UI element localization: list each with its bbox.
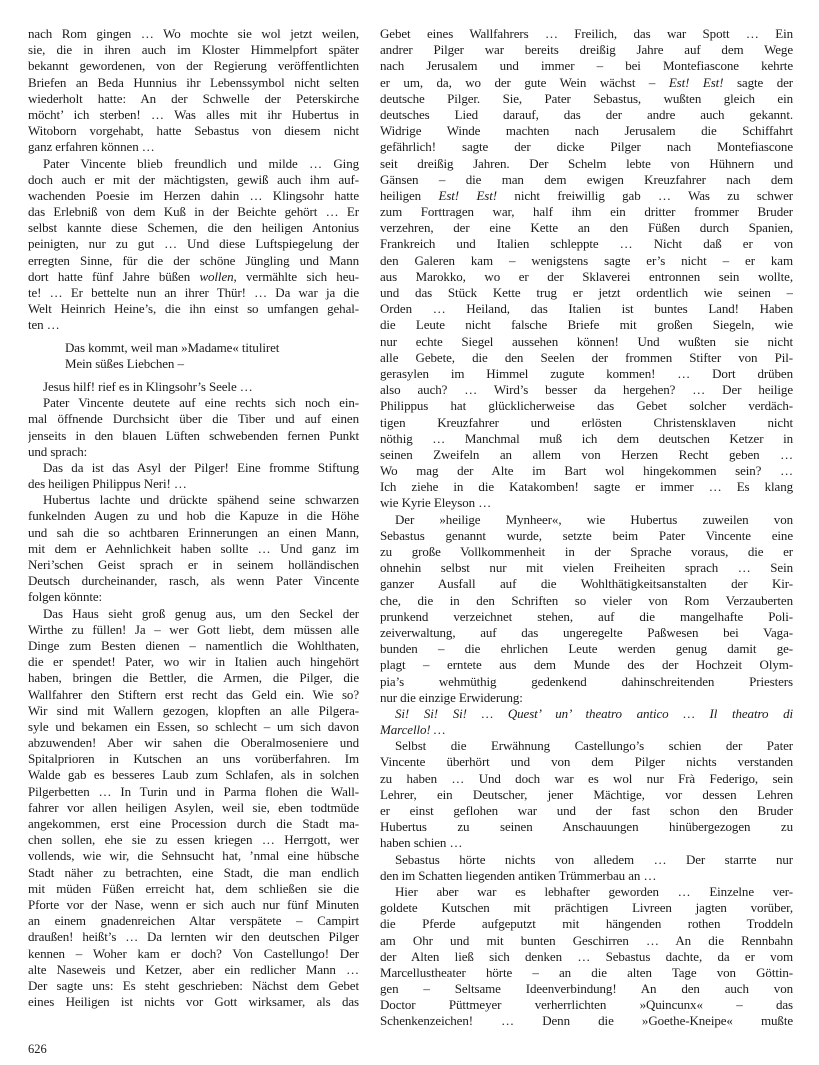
text-line: wiederholt hatte: An der Schwelle der Peterskirche [28, 90, 359, 106]
text-line: am Ohr und mit bunten Geschirren … An die Rennbahn [380, 932, 793, 948]
text-line: Neri’schen Geist sprach er in seinem holländischen [28, 557, 359, 572]
text-line: zu große Vollkommenheit in der Sprache voraus, die er [380, 544, 793, 559]
text-line: den Galeren kam – wenigstens sagte er’s nicht – er kam [380, 252, 793, 268]
text-line: alle Gebete, die den Seelen der frommen Stifter von Pil- [380, 349, 793, 365]
paragraph [28, 460, 359, 492]
paragraph [380, 738, 793, 851]
text-line: sie, die in ihren auch im Kloster Himmelpfort später [28, 42, 359, 58]
text-line: Witoborn vorgehabt, hatte Sebastus von diesem nicht [28, 123, 359, 139]
text-line: Wo mag der Alte im Bart wol hingekommen sein? … [380, 463, 793, 479]
text-line: Der »heilige Mynheer«, wie Hubertus zuweilen von [395, 511, 793, 527]
text-line: tigen Kreuzfahrer und erlösten Christensklaven nicht [380, 414, 793, 430]
text-line: Pater Vincente deutete auf eine rechts sich noch ein- [43, 395, 359, 411]
text-line: jenseits in den blauen Lüften schwebenden fernen Punkt [28, 427, 359, 443]
text-line: nur die einzige Erwiderung: [380, 689, 523, 705]
text-column-left [28, 26, 359, 1030]
text-line: Mein süßes Liebchen – [65, 355, 184, 371]
text-line: Wir sind mit Wallern gezogen, klopften an alle Pilgera- [28, 702, 359, 718]
text-line: syle und bekamen ein Essen, so schlecht – um sich davon [28, 718, 359, 734]
text-line: Briefen an Beda Hunnius ihr Lebenssymbol nicht selten [28, 74, 359, 90]
text-segment: er um, da, wo der gute Wein wächst – [380, 74, 669, 90]
verse-quote [28, 340, 359, 372]
text-line: Das Haus sieht groß genug aus, um den Seckel der [43, 605, 359, 621]
text-line: des heiligen Philippus Neri! … [28, 476, 187, 492]
text-line: möcht’ ich sterben! … Was alles mit ihr Hubertus in [28, 106, 359, 122]
text-line: und sprach: [28, 443, 88, 459]
text-segment: dort hatte fünf Jahre büßen [28, 268, 200, 284]
text-line: und das Stück Kette trug er jetzt ordentlich wie seinen – [380, 285, 793, 300]
text-line: ohnehin selbst nur mit vielen Freiheiten sprach … Sein [380, 560, 793, 576]
paragraph [28, 379, 359, 395]
text-line: eines Heiligen ist nichts vor Gott wirksamer, als das [28, 994, 359, 1010]
text-line: zu haben … Und doch war es wol nur Frà Federigo, sein [380, 770, 793, 786]
text-line: Schenkenzeichen! … Denn die »Goethe-Kneipe« mußte [380, 1013, 793, 1029]
text-line: Spitalprioren in Kutschen an uns vorüberfahren. Im [28, 751, 359, 767]
text-line: Marcello! … [380, 722, 446, 738]
text-line [380, 75, 793, 91]
text-line: den im Schatten liegenden antiken Trümmerbau an … [380, 867, 657, 883]
text-line: bekannt gewordenen, von der Regierung veröffentlichten [28, 58, 359, 74]
text-line: Welt Heinrich Heine’s, die ihn einst so umfangen gehal- [28, 301, 359, 317]
text-line: pia’s wehmüthig gedenkend dahinschreitenden Priesters [380, 673, 793, 689]
text-line: seinen Zweifeln an allem von Herzen Recht geben … [380, 446, 793, 462]
text-line: Marcellustheater hörte – an die alten Tage von Göttin- [380, 964, 793, 980]
text-line: also auch? … Wird’s besser da hergehen? … Der heilige [380, 382, 793, 398]
text-line: plagt – erntete aus dem Munde des der Hochzeit Olym- [380, 657, 793, 673]
text-line: deutsche Pilger. Sie, Pater Sebastus, wußten gleich ein [380, 90, 793, 106]
text-line: bunden – die ehrlichen Leute werden genug damit ge- [380, 641, 793, 657]
text-line [380, 188, 793, 204]
text-line: ganz erfahren können … [28, 139, 155, 155]
text-line: aus Marokko, wo er der Sklaverei entronnen sein wollte, [380, 268, 793, 284]
text-line: Das da ist das Asyl der Pilger! Eine fromme Stiftung [43, 459, 359, 475]
text-line: zeiverwaltung, auf das ungeregelte Paßwesen bei Vaga- [380, 624, 793, 640]
text-line: wachenden Poesie im Herzen dahin … Klingsohr hatte [28, 187, 359, 203]
text-segment: heiligen [380, 187, 439, 203]
text-line: Vincente überhört und von dem Pilger nichts verstanden [380, 754, 793, 770]
text-line: funkelnden Augen zu und hob die Kapuze in die Höhe [28, 508, 359, 524]
text-line: nur echte Siegel aussehen können! Und wußten sie nicht [380, 333, 793, 349]
paragraph [28, 156, 359, 334]
text-line: Hubertus zu seinen Anschauungen hinübergezogen zu [380, 819, 793, 835]
text-line: goldete Kutschen mit prächtigen Livreen jagten vorüber, [380, 900, 793, 916]
text-line: Walde gab es besseres Laub zum Schlafen, als in solchen [28, 767, 359, 783]
text-line: abzuwenden! Aber wir sahen die Oberalmoseniere und [28, 735, 359, 751]
text-line: zum Forttragen war, half ihm ein dritter frommer Bruder [380, 204, 793, 220]
text-segment: sagte der [723, 74, 793, 90]
paragraph [28, 606, 359, 1011]
paragraph [380, 884, 793, 1030]
paragraph [380, 706, 793, 738]
text-line: Der sagte uns: Es steht geschrieben: Nächst dem Gebet [28, 977, 359, 993]
text-line: peinigten, nur zu gut … Und diese Luftspiegelung der [28, 236, 359, 252]
text-line: Philippus hat glücklicherweise das Gebet solcher verdäch- [380, 398, 793, 414]
text-line: Ich ziehe in die Katakomben! sagte er immer … Es klang [380, 479, 793, 495]
text-segment: nicht freiwillig gab … Was zu schwer [497, 187, 793, 203]
text-line: angekommen, erst eine Procession durch die Stadt ma- [28, 816, 359, 831]
paragraph [380, 512, 793, 706]
text-line: gen – Seltsame Ideenverbindung! An den auch von [380, 981, 793, 997]
text-line: Selbst die Erwähnung Castellungo’s schien der Pater [395, 738, 793, 754]
text-line: verzehren, der eine Kette an den Füßen durch Spanien, [380, 220, 793, 236]
text-line: prunkend verzeichnet stehen, auf die mangelhafte Poli- [380, 608, 793, 624]
text-line: die Leute nicht falsche Briefe mit großen Siegeln, wie [380, 317, 793, 333]
text-line: Frankreich und Italien schleppte … Nicht daß er von [380, 236, 793, 252]
text-line: alte Naseweis und Ketzer, aber ein redlicher Mann … [28, 961, 359, 977]
text-line: kennen – Woher kam er doch? Von Castellungo! Der [28, 945, 359, 961]
italic-text: Est! Est! [668, 74, 724, 90]
text-line: an einem gnadenreichen Altar verspätete – Campirt [28, 913, 359, 929]
text-line: Pilgerbetten … In Turin und in Parma flohen die Wall- [28, 783, 359, 799]
text-line: gefährlich! sagte der dicke Pilger nach Montefiascone [380, 139, 793, 155]
italic-text: wollen [199, 268, 234, 284]
text-line: mal öffnende Durchsicht über die Tiber und auf einen [28, 411, 359, 427]
paragraph [380, 26, 793, 512]
text-column-right [380, 26, 793, 1030]
text-line [28, 269, 359, 285]
paragraph [28, 395, 359, 460]
text-line: mit müden Füßen erreicht hat, dem schließen sie die [28, 880, 359, 896]
text-columns [28, 26, 793, 1030]
text-line: Sebastus genannt wurde, setzte beim Pater Vincente eine [380, 527, 793, 543]
text-line: Pforte vor der Nase, wenn er sich auch nur fünf Minuten [28, 896, 359, 912]
text-line: vollends, wie wir, die Sehnsucht hat, ’nmal eine hübsche [28, 848, 359, 864]
text-line: selbst kannte diese Schemen, die den heiligen Antonius [28, 220, 359, 236]
text-line: Gänsen – die man dem ewigen Kreuzfahrer nach dem [380, 171, 793, 187]
text-line: draußen! heißt’s … Da lernten wir den deutschen Pilger [28, 929, 359, 945]
text-line: Jesus hilf! rief es in Klingsohr’s Seele … [43, 378, 253, 394]
text-line: che, die in den Schriften so vieler von Rom Verzauberten [380, 592, 793, 608]
text-line: der Alten ließ sich denken … Sebastus dachte, da er vom [380, 948, 793, 964]
text-line: die Pferde aufgeputzt mit hängenden rothen Troddeln [380, 916, 793, 932]
text-line: nach Rom gingen … Wo mochte sie wol jetzt weilen, [28, 26, 359, 41]
text-line: Doctor Püttmeyer verherrlichten »Quincunx« – das [380, 997, 793, 1013]
text-line: deutsches Lied darauf, das der andre auch gekannt. [380, 106, 793, 122]
text-line: das Erlebniß von dem Kuß in der Beichte gehört … Er [28, 204, 359, 220]
text-line: wie Kyrie Eleyson … [380, 495, 492, 511]
text-line: Wirthe zu füllen! Ja – wer Gott liebt, dem müssen alle [28, 621, 359, 637]
text-line: die er spendet! Pater, wo wir in Italien auch hingehört [28, 654, 359, 670]
text-line: Sebastus hörte nichts von alledem … Der starrte nur [395, 851, 793, 867]
text-line: Pater Vincente blieb freundlich und milde … Ging [43, 155, 359, 171]
text-line: und sah die so achtbaren Erinnerungen an einen Mann, [28, 524, 359, 540]
paragraph [28, 492, 359, 605]
text-line: nöthig … Manchmal muß ich dem deutschen Ketzer in [380, 430, 793, 446]
text-line: Si! Si! Si! … Quest’ un’ theatro antico … Il theatro di [395, 705, 793, 721]
text-line: er einst geflohen war und der fast schon den Bruder [380, 803, 793, 818]
text-line: Hubertus lachte und drückte spähend seine schwarzen [43, 492, 359, 508]
text-line: gerasylen im Himmel zugute kommen! … Dort drüben [380, 365, 793, 381]
text-line: seit dreißig Jahren. Der Schelm lebte von Hühnern und [380, 155, 793, 171]
text-line: haben schien … [380, 835, 463, 851]
text-line: Stadt näher zu betrachten, eine Stadt, die man endlich [28, 864, 359, 880]
text-line: mit dem er Aehnlichkeit haben sollte … Und ganz im [28, 540, 359, 556]
text-line: te! … Er bettelte nun an ihrer Thür! … Da war ja die [28, 285, 359, 300]
text-segment: , vermählte sich heu- [233, 268, 359, 284]
text-line: Lehrer, ein Deutscher, jener Mächtige, vor dessen Lehren [380, 786, 793, 802]
text-line: nach Jerusalem und immer – bei Montefiascone kehrte [380, 58, 793, 74]
text-line: ganzer Ausfall auf die Wohlthätigkeitsanstalten der Kir- [380, 576, 793, 592]
text-line: chen sollen, ehe sie zu essen kriegen … Herrgott, wer [28, 832, 359, 848]
italic-text: Est! Est! [438, 187, 498, 203]
text-line: haben, bringen die Bettler, die Armen, die Pilger, die [28, 670, 359, 686]
text-line: ten … [28, 317, 60, 333]
text-line: Gebet eines Wallfahrers … Freilich, das war Spott … Ein [380, 26, 793, 41]
text-line: erregten Sinne, für die der schöne Jüngling und Mann [28, 252, 359, 268]
text-line: Widrige Winde machten nach Jerusalem die Schiffahrt [380, 123, 793, 139]
text-line: fahrer vor allen heiligen Asylen, weil sie, eben todtmüde [28, 799, 359, 815]
text-line: Wallfahrer den Stiftern erst recht das Geld ein. Wie so? [28, 686, 359, 702]
text-line: Dinge zum Besten dienen – namentlich die Wohlthaten, [28, 637, 359, 653]
text-line: Deutsch durcheinander, rasch, als wenn Pater Vincente [28, 573, 359, 589]
paragraph [28, 26, 359, 156]
text-line: Orden … Heiland, das Italien ist buntes Land! Haben [380, 301, 793, 317]
page-number: 626 [28, 1042, 47, 1056]
text-line: Hier aber war es lebhafter geworden … Einzelne ver- [395, 883, 793, 899]
text-line: doch auch er mit der mächtigsten, gewiß auch ihm auf- [28, 171, 359, 187]
text-line: andrer Pilger war bereits dreißig Jahre auf dem Wege [380, 42, 793, 58]
text-line: folgen könnte: [28, 589, 103, 605]
text-line: Das kommt, weil man »Madame« tituliret [65, 339, 280, 355]
paragraph [380, 852, 793, 884]
